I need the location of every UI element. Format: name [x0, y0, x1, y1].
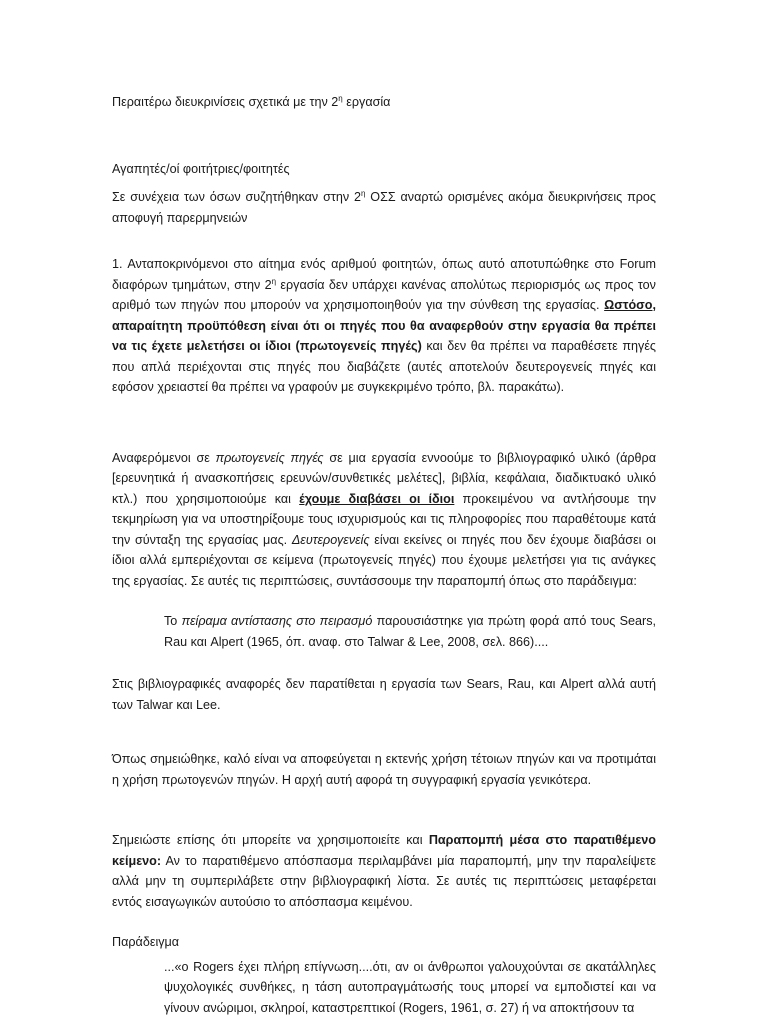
avoid-paragraph: Όπως σημειώθηκε, καλό είναι να αποφεύγεται η εκτενής χρήση τέτοιων πηγών και να προτιμάται η χρήση πρωτογενών πηγών. Η αρχή αυτή αφορά τη συγγραφική εργασία γενικότερα. — [112, 752, 656, 787]
reference-note: Στις βιβλιογραφικές αναφορές δεν παρατίθεται η εργασία των Sears, Rau, και Alpert αλλά αυτή των Talwar και Lee. — [112, 677, 656, 712]
document-title: Περαιτέρω διευκρινίσεις σχετικά με την $2^\eta$ εργασία — [112, 93, 391, 109]
primary-sources-paragraph: Αναφερόμενοι σε πρωτογενείς πηγές σε μια εργασία εννοούμε το βιβλιογραφικό υλικό (άρθρα [ερευνητικά ή ανασκοπήσεις ερευνών/συνθετικές μελέτες], βιβλία, κεφάλαια, διαδικτυακό υλικό κτλ.) που χρησιμοποιούμε και έχουμε διαβάσει οι ίδιοι προκειμένου να αντλήσουμε την τεκμηρίωση για να υποστηρίξουμε τους ισχυρισμούς και τις πληροφορίες που παραθέτουμε κατά την σύνταξη της εργασίας μας. Δευτερογενείς είναι εκείνες οι πηγές που δεν έχουμε διαβάσει οι ίδιοι αλλά εμπεριέχονται σε κείμενα (πρωτογενείς πηγές) που έχουμε μελετήσει για τις ανάγκες της εργασίας. Σε αυτές τις περιπτώσεις, συντάσσουμε την παραπομπή όπως στο παράδειγμα: — [112, 450, 657, 588]
citation-in-quote-paragraph: Σημειώστε επίσης ότι μπορείτε να χρησιμοποιείτε και Παραπομπή μέσα στο παρατιθέμενο κείμενο: Αν το παρατιθέμενο απόσπασμα περιλαμβάνει μία παραπομπή, μην την παραλείψετε αλλά μην τη συμπεριλάβετε στην βιβλιογραφική λίστα. Σε αυτές τις περιπτώσεις μεταφέρεται εντός εισαγωγικών αυτούσιο το απόσπασμα κειμένου. — [112, 833, 656, 909]
point-1-paragraph: 1. Ανταποκρινόμενοι στο αίτημα ενός αριθμού φοιτητών, όπως αυτό αποτυπώθηκε στο Forum διαφόρων τμημάτων, στην $2^\eta$ εργασία δεν υπάρχει κανένας απολύτως περιορισμός ως προς τον αριθμό των πηγών που μπορούν να χρησιμοποιηθούν για την σύνθεση της εργασίας. Ωστόσο, απαραίτητη προϋπόθεση είναι ότι οι πηγές που θα αναφερθούν στην εργασία θα πρέπει να τις έχετε μελετήσει οι ίδιοι (πρωτογενείς πηγές) και δεν θα πρέπει να παραθέσετε πηγές που απλά περιέχονται στις πηγές που διαβάζετε (αυτές αποτελούν δευτερογενείς πηγές και εφόσον χρειαστεί θα πρέπει να γραφούν με συγκεκριμένο τρόπο, βλ. παρακάτω). — [112, 257, 657, 394]
example-quote-2: ...«ο Rogers έχει πλήρη επίγνωση....ότι, αν οι άνθρωποι γαλουχούνται σε ακατάλληλες ψυχολογικές συνθήκες, η τάση αυτοπραγμάτωσής τους μπορεί να εμποδιστεί και να γίνουν ανώριμοι, σκληροί, καταστρεπτικοί (Rogers, 1961, σ. 27) ή να αποκτήσουν τα — [164, 959, 656, 1015]
intro-paragraph: Σε συνέχεια των όσων συζητήθηκαν στην $2^\eta$ ΟΣΣ αναρτώ ορισμένες ακόμα διευκρινήσεις προς αποφυγή παρερμηνειών — [112, 188, 656, 225]
document-body — [112, 92, 656, 1018]
greeting: Αγαπητές/οί φοιτήτριες/φοιτητές — [112, 161, 290, 176]
example-quote-1: Το πείραμα αντίστασης στο πειρασμό παρουσιάστηκε για πρώτη φορά από τους Sears, Rau και Alpert (1965, όπ. αναφ. στο Talwar & Lee, 2008, σελ. 866).... — [164, 614, 657, 649]
example-label: Παράδειγμα — [112, 935, 180, 949]
